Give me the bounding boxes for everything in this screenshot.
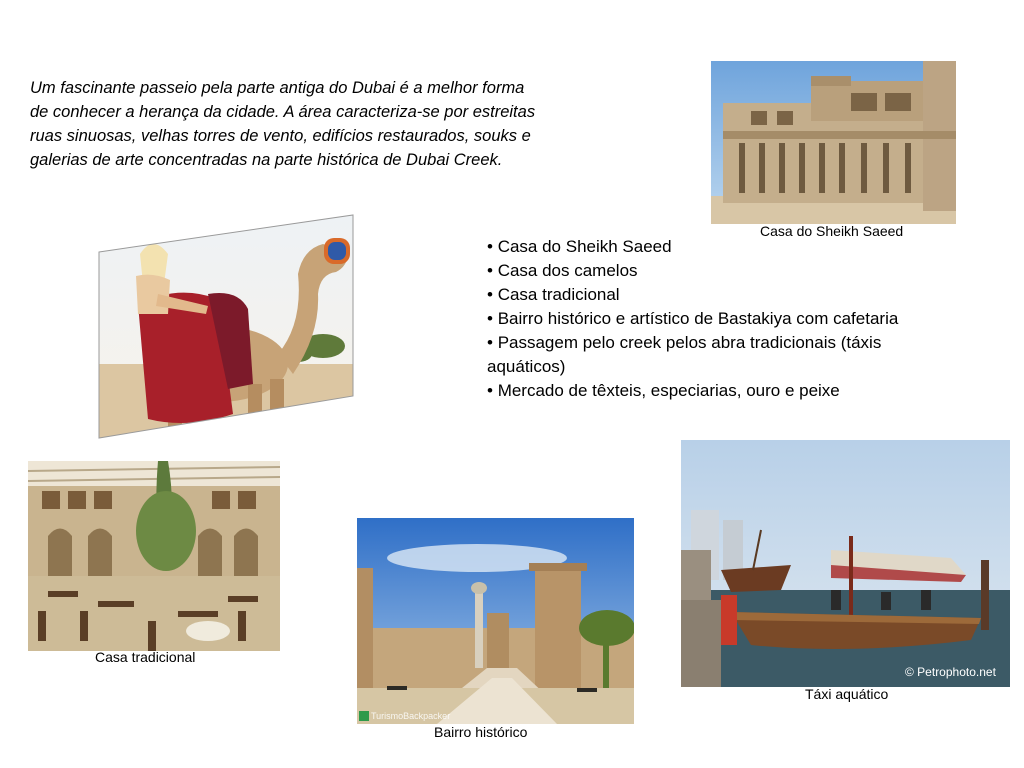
historic-quarter-caption: Bairro histórico: [434, 724, 528, 740]
sheikh-saeed-caption: Casa do Sheikh Saeed: [760, 223, 904, 239]
traditional-house-photo: [28, 461, 280, 651]
traditional-house-caption: Casa tradicional: [95, 649, 196, 665]
water-taxi-photo: [681, 440, 1010, 687]
camel-photo: [98, 214, 354, 440]
list-item: • Casa tradicional: [487, 283, 947, 307]
sheikh-saeed-house-photo: [711, 61, 956, 224]
list-item: • Passagem pelo creek pelos abra tradicionais (táxis aquáticos): [487, 331, 947, 379]
intro-paragraph: Um fascinante passeio pela parte antiga do Dubai é a melhor forma de conhecer a herança da cidade. A área caracteriza-se por estreitas ruas sinuosas, velhas torres de vento, edifícios restaurados, souks e galerias de arte concentradas na parte histórica de Dubai Creek.: [30, 79, 536, 169]
list-item: • Casa do Sheikh Saeed: [487, 235, 947, 259]
water-taxi-caption: Táxi aquático: [805, 686, 889, 702]
list-item: • Mercado de têxteis, especiarias, ouro e peixe: [487, 379, 947, 403]
historic-quarter-photo: [357, 518, 634, 724]
attractions-list: [487, 235, 947, 403]
historic-quarter-watermark: TurismoBackpacker: [371, 711, 451, 721]
list-item: • Bairro histórico e artístico de Bastakiya com cafetaria: [487, 307, 947, 331]
water-taxi-watermark: © Petrophoto.net: [905, 665, 996, 679]
list-item: • Casa dos camelos: [487, 259, 947, 283]
